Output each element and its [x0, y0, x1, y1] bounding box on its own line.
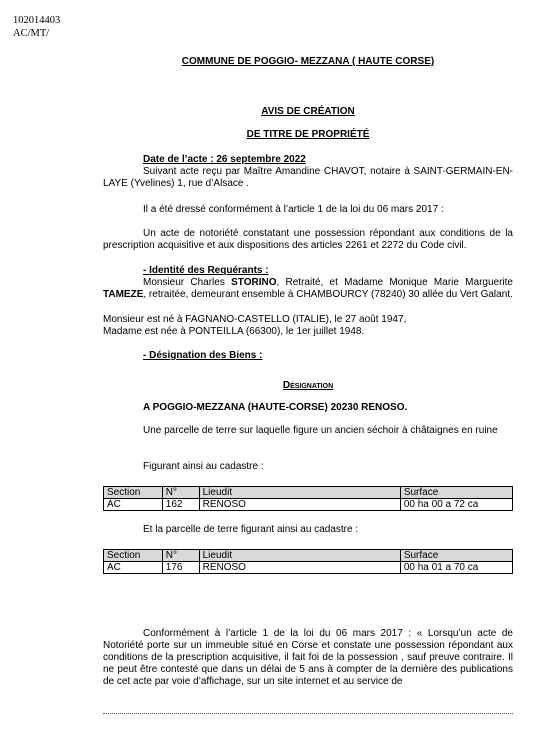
header-section: Section — [104, 487, 163, 499]
closing-paragraph: Conformément à l’article 1 de la loi du 06 mars 2017 : « Lorsqu’un acte de Notoriété porte sur un immeuble situé en Corse et constate une possession répondant aux conditions de la prescription acquisitive, il fait foi de la possession , sauf preuve contraire. Il ne peut être contesté que dans un délai de 5 ans à compter de la dernière des publications de cet acte par voie d’affichage, sur un site internet et au service de — [103, 628, 513, 687]
header-section: Section — [104, 550, 163, 562]
notoriety-paragraph: Un acte de notoriété constatant une possession répondant aux conditions de la prescription acquisitive et aux dispositions des articles 2261 et 2272 du Code civil. — [103, 228, 513, 251]
cell-surface: 00 ha 00 a 72 ca — [400, 499, 512, 511]
requerants-heading: - Identité des Requérants : — [143, 265, 269, 276]
cadastre-table-1 — [103, 486, 513, 511]
requerant-text: , retraitée, demeurant ensemble à CHAMBOURCY (78240) 30 allée du Vert Galant. — [143, 289, 513, 300]
cell-number: 176 — [162, 562, 199, 574]
cell-section: AC — [104, 562, 163, 574]
header-surface: Surface — [400, 550, 512, 562]
notice-title: AVIS DE CRÉATION — [261, 106, 355, 117]
act-received-paragraph: Suivant acte reçu par Maître Amandine CHAVOT, notaire à SAINT-GERMAIN-EN-LAYE (Yvelines) 1, rue d’Alsace . — [103, 166, 513, 189]
header-number: N° — [162, 487, 199, 499]
requerant-text: Monsieur Charles — [143, 277, 232, 288]
reference-number: 102014403 — [13, 15, 61, 26]
cell-lieudit: RENOSO — [199, 562, 400, 574]
table-header-row — [104, 550, 513, 562]
table-row — [104, 562, 513, 574]
biens-heading: - Désignation des Biens : — [143, 350, 263, 361]
cell-surface: 00 ha 01 a 70 ca — [400, 562, 512, 574]
parcel-2-intro: Et la parcelle de terre figurant ainsi au cadastre : — [143, 524, 359, 535]
cell-lieudit: RENOSO — [199, 499, 400, 511]
requerant-surname-2: TAMEZE — [103, 289, 144, 300]
table-row — [104, 499, 513, 511]
birth-info-2: Madame est née à PONTEILLA (66300), le 1er juillet 1948. — [103, 326, 365, 337]
requerant-surname-1: STORINO — [231, 277, 277, 288]
act-date: Date de l’acte : 26 septembre 2022 — [143, 154, 306, 165]
reference-initials: AC/MT/ — [13, 28, 50, 39]
requerants-paragraph — [103, 277, 513, 301]
header-surface: Surface — [400, 487, 512, 499]
document-reference — [13, 14, 60, 40]
header-lieudit: Lieudit — [199, 550, 400, 562]
designation-title: Désignation — [282, 380, 334, 391]
header-lieudit: Lieudit — [199, 487, 400, 499]
dotted-separator — [103, 713, 513, 714]
commune-title: COMMUNE DE POGGIO- MEZZANA ( HAUTE CORSE) — [181, 56, 435, 67]
cell-number: 162 — [162, 499, 199, 511]
birth-info-1: Monsieur est né à FAGNANO-CASTELLO (ITALIE), le 27 août 1947, — [103, 314, 407, 325]
table-header-row — [104, 487, 513, 499]
act-drawn-up-paragraph: Il a été dressé conformément à l’article 1 de la loi du 06 mars 2017 : — [143, 204, 444, 215]
cadastre-intro: Figurant ainsi au cadastre : — [143, 461, 264, 472]
header-number: N° — [162, 550, 199, 562]
parcel-1-description: Une parcelle de terre sur laquelle figure un ancien séchoir à châtaignes en ruine — [143, 425, 498, 436]
cadastre-table-2 — [103, 549, 513, 574]
notice-subtitle: DE TITRE DE PROPRIÉTÉ — [246, 129, 370, 140]
property-location: A POGGIO-MEZZANA (HAUTE-CORSE) 20230 RENOSO. — [143, 402, 408, 413]
requerant-text: , Retraité, et Madame Monique Marie Marguerite — [276, 277, 513, 288]
cell-section: AC — [104, 499, 163, 511]
